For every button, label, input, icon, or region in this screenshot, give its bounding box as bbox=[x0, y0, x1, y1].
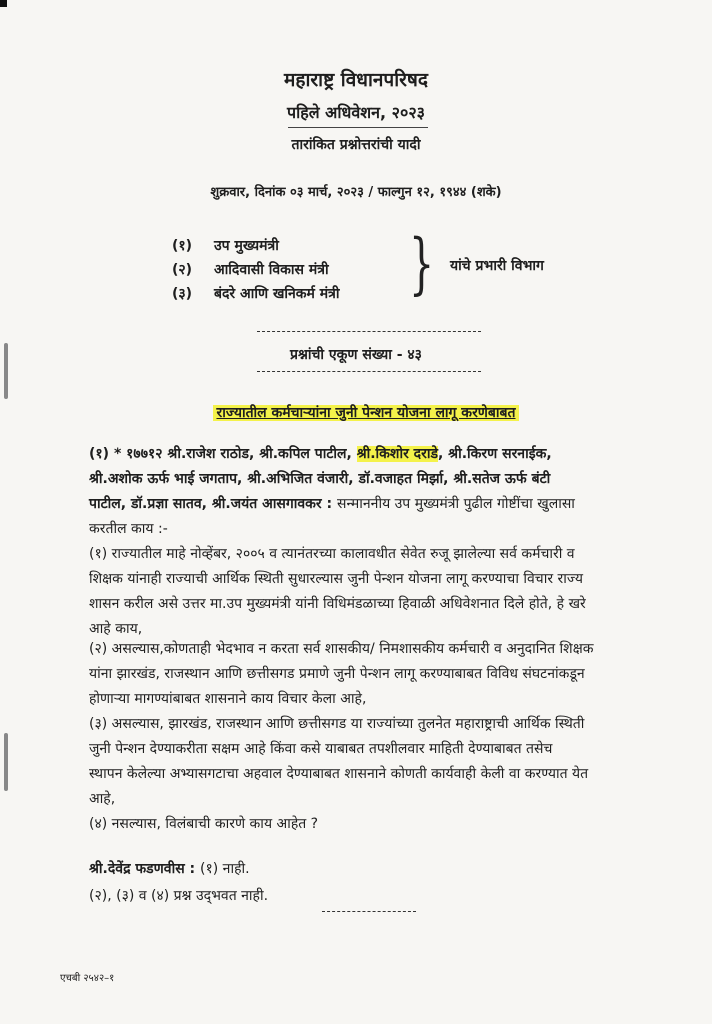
subject-highlight: राज्यातील कर्मचाऱ्यांना जुनी पेन्शन योजना लागू करणेबाबत bbox=[213, 405, 518, 421]
answer-line-2: (२), (३) व (४) प्रश्न उद्‌भवत नाही. bbox=[89, 888, 269, 904]
dashed-divider-top bbox=[257, 331, 481, 332]
question-3-line: आहे, bbox=[89, 791, 116, 807]
question-4-line: (४) नसल्यास, विलंबाची कारणे काय आहेत ? bbox=[89, 816, 319, 832]
question-2-line: यांना झारखंड, राजस्थान आणि छत्तीसगड प्रमाणे जुनी पेन्शन लागू करण्याबाबत विविध संघटनांकडून bbox=[89, 666, 585, 682]
question-3-line: स्थापन केलेल्या अभ्यासगटाचा अहवाल देण्याबाबत शासनाने कोणती कार्यवाही केली वा करण्यात येत bbox=[89, 766, 589, 782]
date-line: शुक्रवार, दिनांक ०३ मार्च, २०२३ / फाल्गुन १२, १९४४ (शके) bbox=[210, 185, 502, 200]
question-intro: करतील काय :- bbox=[89, 521, 168, 537]
right-brace-icon: } bbox=[409, 225, 435, 302]
session-title: पहिले अधिवेशन, २०२३ bbox=[287, 103, 425, 122]
scan-corner-mark bbox=[0, 0, 7, 7]
punch-hole-mark-bottom bbox=[4, 733, 8, 791]
house-title: महाराष्ट्र विधानपरिषद bbox=[284, 69, 428, 91]
footer-code: एचबी २५४२–१ bbox=[60, 973, 115, 984]
portfolio-label: यांचे प्रभारी विभाग bbox=[450, 258, 544, 274]
highlighted-member: श्री.किशोर दराडे bbox=[356, 446, 438, 462]
question-3-line: जुनी पेन्शन देण्याकरीता सक्षम आहे किंवा कसे याबाबत तपशीलवार माहिती देण्याबाबत तसेच bbox=[89, 741, 553, 757]
question-2-line: होणाऱ्या मागण्यांबाबत शासनाने काय विचार केला आहे, bbox=[89, 691, 367, 707]
answer-line-1: श्री.देवेंद्र फडणवीस : (१) नाही. bbox=[89, 861, 250, 877]
minister-list bbox=[172, 234, 340, 306]
answering-minister: श्री.देवेंद्र फडणवीस : bbox=[89, 861, 201, 877]
end-separator bbox=[322, 911, 416, 912]
title-divider bbox=[288, 127, 428, 128]
question-subject bbox=[174, 401, 558, 425]
question-1-line: शिक्षक यांनाही राज्याची आर्थिक स्थिती सुधारल्यास जुनी पेन्शन योजना लागू करण्याचा विचार राज्य bbox=[89, 571, 583, 587]
question-1-line: (१) राज्यातील माहे नोव्हेंबर, २००५ व त्यानंतरच्या कालावधीत सेवेत रुजू झालेल्या सर्व कर्मचारी व bbox=[89, 546, 575, 562]
list-title: तारांकित प्रश्नोत्तरांची यादी bbox=[291, 137, 421, 153]
dashed-divider-bottom bbox=[257, 371, 481, 372]
minister-item: (१) उप मुख्यमंत्री bbox=[172, 238, 279, 254]
question-1-line: शासन करील असे उत्तर मा.उप मुख्यमंत्री यांनी विधिमंडळाच्या हिवाळी अधिवेशनात दिले होते, हे खरे bbox=[89, 596, 586, 612]
minister-item: (२) आदिवासी विकास मंत्री bbox=[172, 262, 329, 278]
question-members-line-3: पाटील, डॉ.प्रज्ञा सातव, श्री.जयंत आसगावकर : सन्माननीय उप मुख्यमंत्री पुढील गोष्टींचा खुलासा bbox=[89, 496, 575, 512]
question-3-line: (३) असल्यास, झारखंड, राजस्थान आणि छत्तीसगड या राज्यांच्या तुलनेत महाराष्ट्राची आर्थिक स्थिती bbox=[89, 716, 585, 732]
minister-item: (३) बंदरे आणि खनिकर्म मंत्री bbox=[172, 286, 340, 302]
question-1-line: आहे काय, bbox=[89, 621, 143, 637]
question-members-line-1: (१) * १७७१२ श्री.राजेश राठोड, श्री.कपिल पाटील, श्री.किशोर दराडे, श्री.किरण सरनाईक, bbox=[89, 446, 552, 462]
total-questions: प्रश्नांची एकूण संख्या - ४३ bbox=[290, 347, 422, 363]
question-2-line: (२) असल्यास,कोणताही भेदभाव न करता सर्व शासकीय/ निमशासकीय कर्मचारी व अनुदानित शिक्षक bbox=[89, 641, 594, 657]
question-members-line-2: श्री.अशोक ऊर्फ भाई जगताप, श्री.अभिजित वंजारी, डॉ.वजाहत मिर्झा, श्री.सतेज ऊर्फ बंटी bbox=[89, 471, 551, 487]
